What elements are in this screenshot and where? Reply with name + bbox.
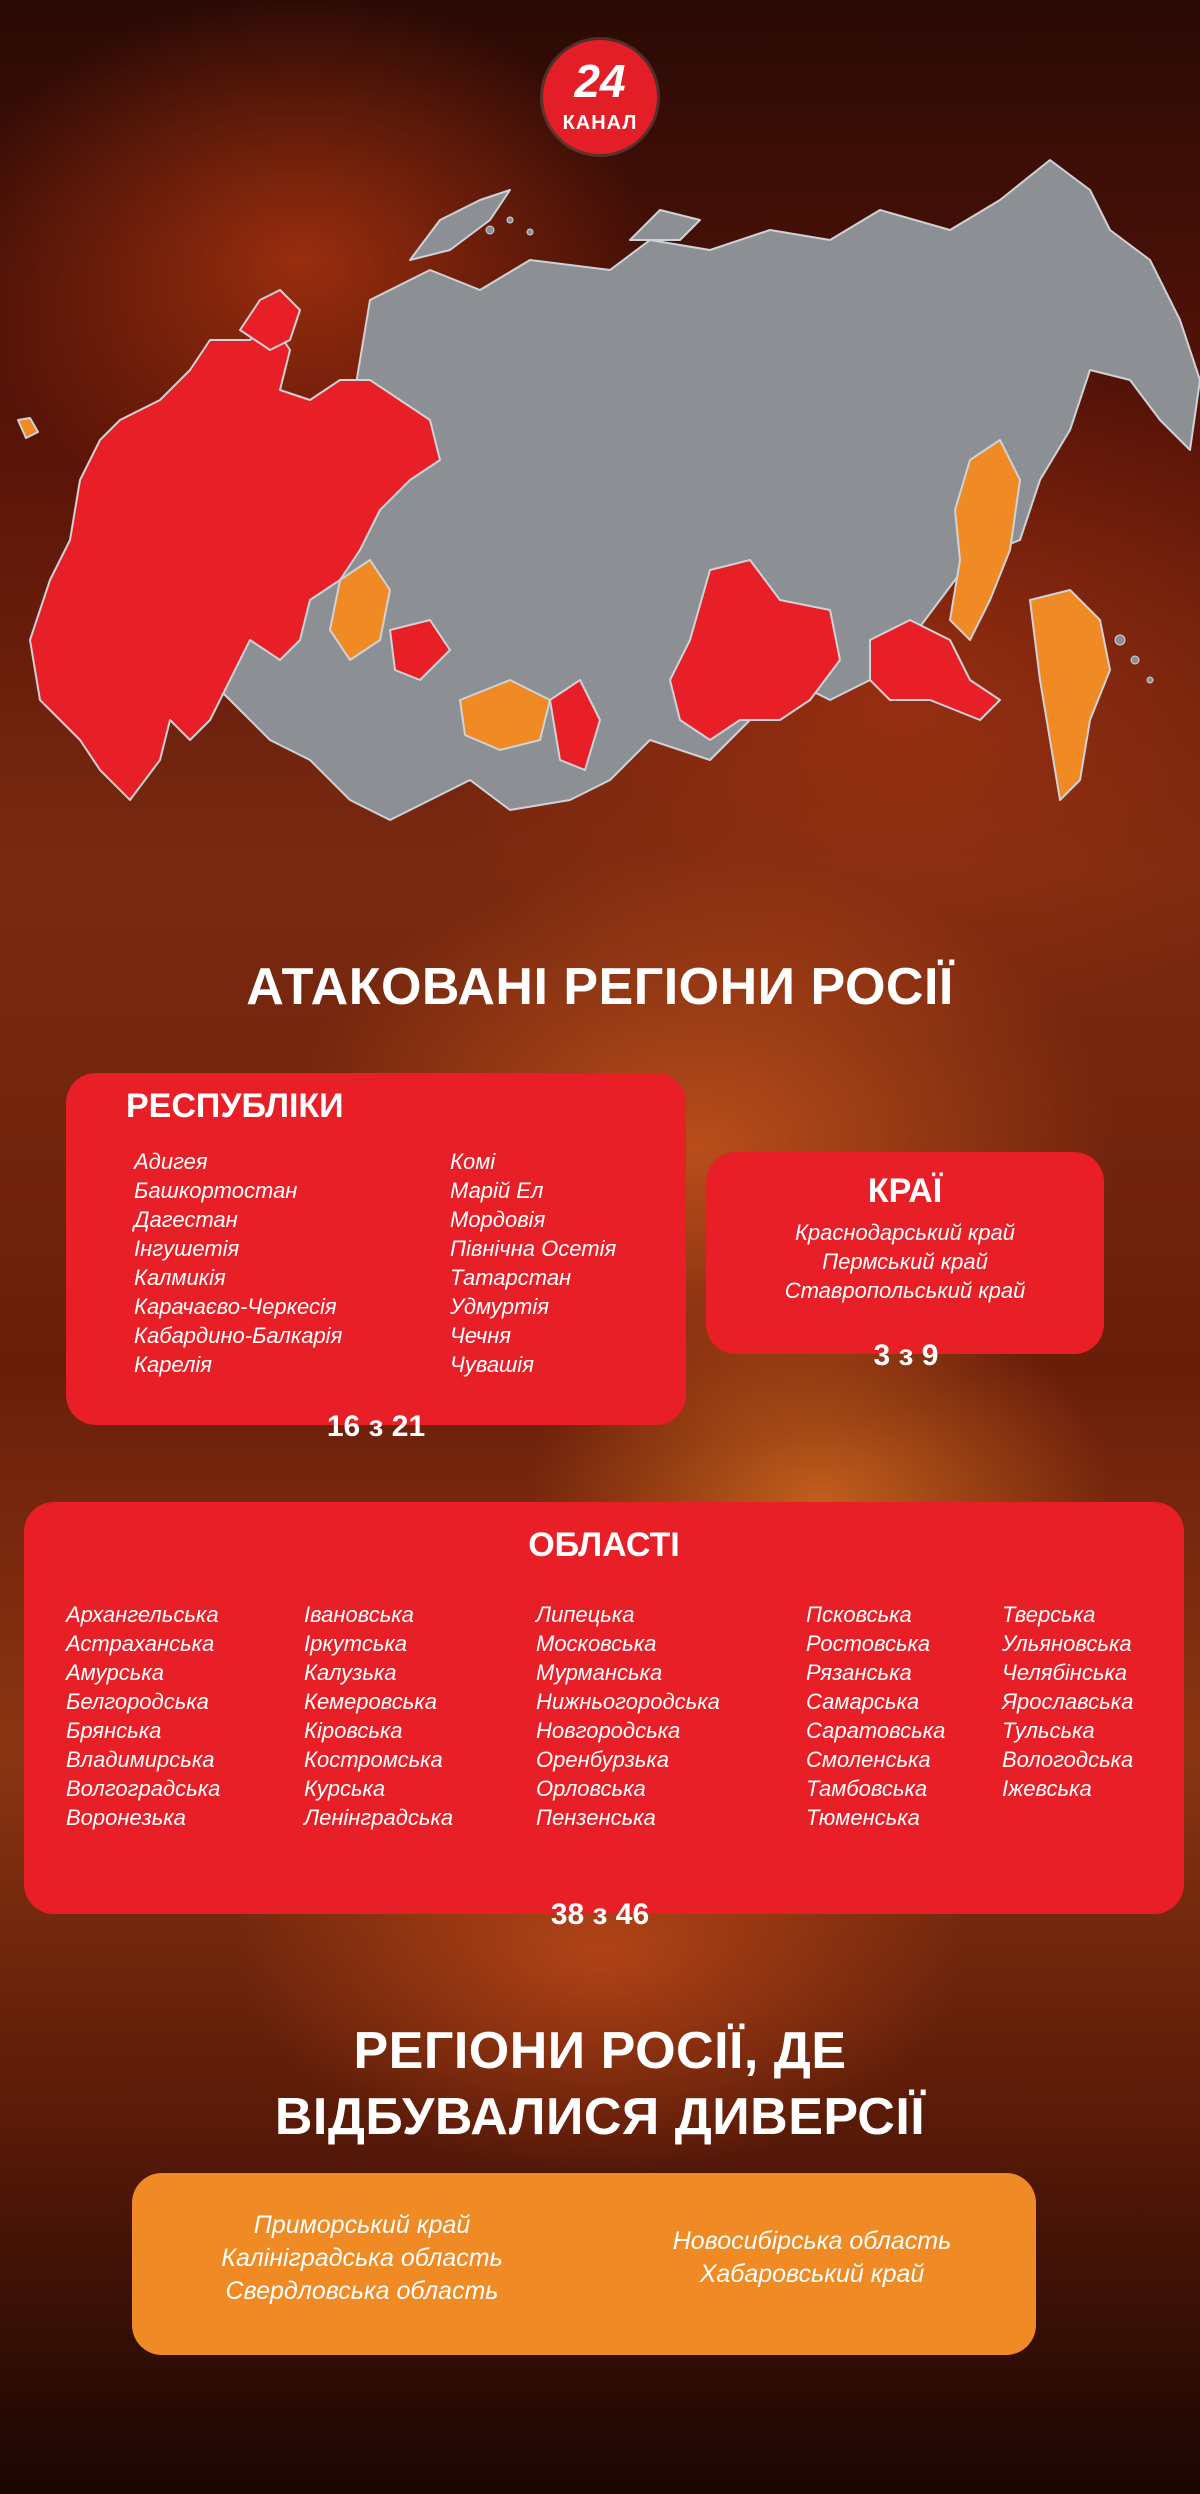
oblasti-count: 38 з 46 bbox=[550, 1898, 650, 1931]
list-item: Башкортостан bbox=[134, 1178, 298, 1203]
list-item: Ленінградська bbox=[304, 1805, 454, 1830]
krai-title: КРАЇ bbox=[867, 1172, 943, 1210]
list-item: Хабаровський край bbox=[699, 2260, 925, 2288]
list-item: Костромська bbox=[304, 1747, 443, 1772]
list-item: Смоленська bbox=[806, 1747, 931, 1772]
list-item: Приморський край bbox=[253, 2211, 471, 2239]
list-item: Калмикія bbox=[134, 1265, 226, 1290]
list-item: Іжевська bbox=[1002, 1776, 1092, 1801]
oblasti-list-col5 bbox=[1002, 1600, 1133, 1803]
list-item: Краснодарський край bbox=[794, 1220, 1016, 1245]
oblasti-list-col4 bbox=[806, 1600, 945, 1832]
list-item: Нижньогородська bbox=[536, 1689, 720, 1714]
oblasti-list-col1 bbox=[66, 1600, 220, 1832]
sabotage-regions-title bbox=[0, 2018, 1200, 2150]
list-item: Орловська bbox=[536, 1776, 646, 1801]
oblasti-list-col2 bbox=[304, 1600, 453, 1832]
list-item: Кабардино-Балкарія bbox=[134, 1323, 343, 1348]
map-orange-primorsky bbox=[1030, 590, 1110, 800]
map-taymyr-islands bbox=[630, 210, 700, 240]
list-item: Челябінська bbox=[1002, 1660, 1128, 1685]
map-orange-kaliningrad bbox=[18, 418, 38, 438]
oblasti-title: ОБЛАСТІ bbox=[528, 1526, 680, 1564]
list-item: Белгородська bbox=[66, 1689, 209, 1714]
list-item: Вологодська bbox=[1002, 1747, 1134, 1772]
map-red-amur bbox=[870, 620, 1000, 720]
list-item: Кіровська bbox=[304, 1718, 403, 1743]
list-item: Чувашія bbox=[450, 1352, 534, 1377]
russia-regions-map bbox=[10, 120, 1200, 840]
list-item: Північна Осетія bbox=[450, 1236, 617, 1261]
sabotage-title-line1: РЕГІОНИ РОСІЇ, ДЕ bbox=[353, 2022, 847, 2080]
list-item: Курська bbox=[304, 1776, 386, 1801]
list-item: Дагестан bbox=[134, 1207, 238, 1232]
list-item: Свердловська область bbox=[225, 2277, 499, 2305]
list-item: Тюменська bbox=[806, 1805, 920, 1830]
sabotage-title-line2: ВІДБУВАЛИСЯ ДИВЕРСІЇ bbox=[274, 2088, 926, 2146]
list-item: Карачаєво-Черкесія bbox=[134, 1294, 337, 1319]
list-item: Волгоградська bbox=[66, 1776, 221, 1801]
republics-title: РЕСПУБЛІКИ bbox=[126, 1087, 344, 1125]
list-item: Тверська bbox=[1002, 1602, 1096, 1627]
list-item: Чечня bbox=[450, 1323, 512, 1348]
list-item: Новгородська bbox=[536, 1718, 681, 1743]
oblasti-list-col3 bbox=[536, 1600, 720, 1832]
list-item: Марій Ел bbox=[450, 1178, 544, 1203]
oblasti-card bbox=[24, 1502, 1184, 1914]
list-item: Архангельська bbox=[66, 1602, 219, 1627]
list-item: Амурська bbox=[66, 1660, 164, 1685]
list-item: Ставропольський край bbox=[784, 1278, 1026, 1303]
list-item: Татарстан bbox=[450, 1265, 572, 1290]
attacked-regions-title: АТАКОВАНІ РЕГІОНИ РОСІЇ bbox=[246, 958, 954, 1016]
krai-card bbox=[706, 1152, 1104, 1354]
list-item: Ростовська bbox=[806, 1631, 931, 1656]
list-item: Пермський край bbox=[822, 1249, 988, 1274]
list-item: Івановська bbox=[304, 1602, 414, 1627]
list-item: Удмуртія bbox=[450, 1294, 550, 1319]
list-item: Іркутська bbox=[304, 1631, 408, 1656]
list-item: Калініградська область bbox=[221, 2244, 503, 2272]
sabotage-card bbox=[132, 2173, 1036, 2355]
sabotage-list-left bbox=[172, 2209, 552, 2308]
list-item: Новосибірська область bbox=[672, 2227, 952, 2255]
list-item: Кемеровська bbox=[304, 1689, 437, 1714]
republics-list-col2 bbox=[450, 1147, 616, 1379]
republics-list-col1 bbox=[134, 1147, 342, 1379]
list-item: Псковська bbox=[806, 1602, 912, 1627]
list-item: Московська bbox=[536, 1631, 657, 1656]
list-item: Карелія bbox=[134, 1352, 212, 1377]
krai-count: 3 з 9 bbox=[873, 1339, 939, 1372]
list-item: Ярославська bbox=[1002, 1689, 1134, 1714]
krai-list bbox=[706, 1218, 1104, 1305]
map-novaya-zemlya bbox=[410, 190, 510, 260]
list-item: Саратовська bbox=[806, 1718, 946, 1743]
list-item: Владимирська bbox=[66, 1747, 215, 1772]
list-item: Брянська bbox=[66, 1718, 162, 1743]
logo-label: КАНАЛ bbox=[562, 112, 638, 134]
list-item: Тульська bbox=[1002, 1718, 1095, 1743]
list-item: Оренбурзька bbox=[536, 1747, 669, 1772]
list-item: Тамбовська bbox=[806, 1776, 928, 1801]
list-item: Інгушетія bbox=[134, 1236, 240, 1261]
list-item: Воронезька bbox=[66, 1805, 186, 1830]
list-item: Адигея bbox=[134, 1149, 208, 1174]
republics-count: 16 з 21 bbox=[326, 1410, 426, 1443]
logo-number: 24 bbox=[574, 55, 626, 107]
list-item: Астраханська bbox=[66, 1631, 215, 1656]
list-item: Ульяновська bbox=[1002, 1631, 1132, 1656]
list-item: Рязанська bbox=[806, 1660, 912, 1685]
list-item: Мурманська bbox=[536, 1660, 663, 1685]
list-item: Мордовія bbox=[450, 1207, 546, 1232]
list-item: Самарська bbox=[806, 1689, 920, 1714]
list-item: Комі bbox=[450, 1149, 496, 1174]
list-item: Пензенська bbox=[536, 1805, 656, 1830]
list-item: Калузька bbox=[304, 1660, 397, 1685]
republics-card bbox=[66, 1073, 686, 1425]
sabotage-list-right bbox=[622, 2225, 1002, 2291]
list-item: Липецька bbox=[536, 1602, 635, 1627]
